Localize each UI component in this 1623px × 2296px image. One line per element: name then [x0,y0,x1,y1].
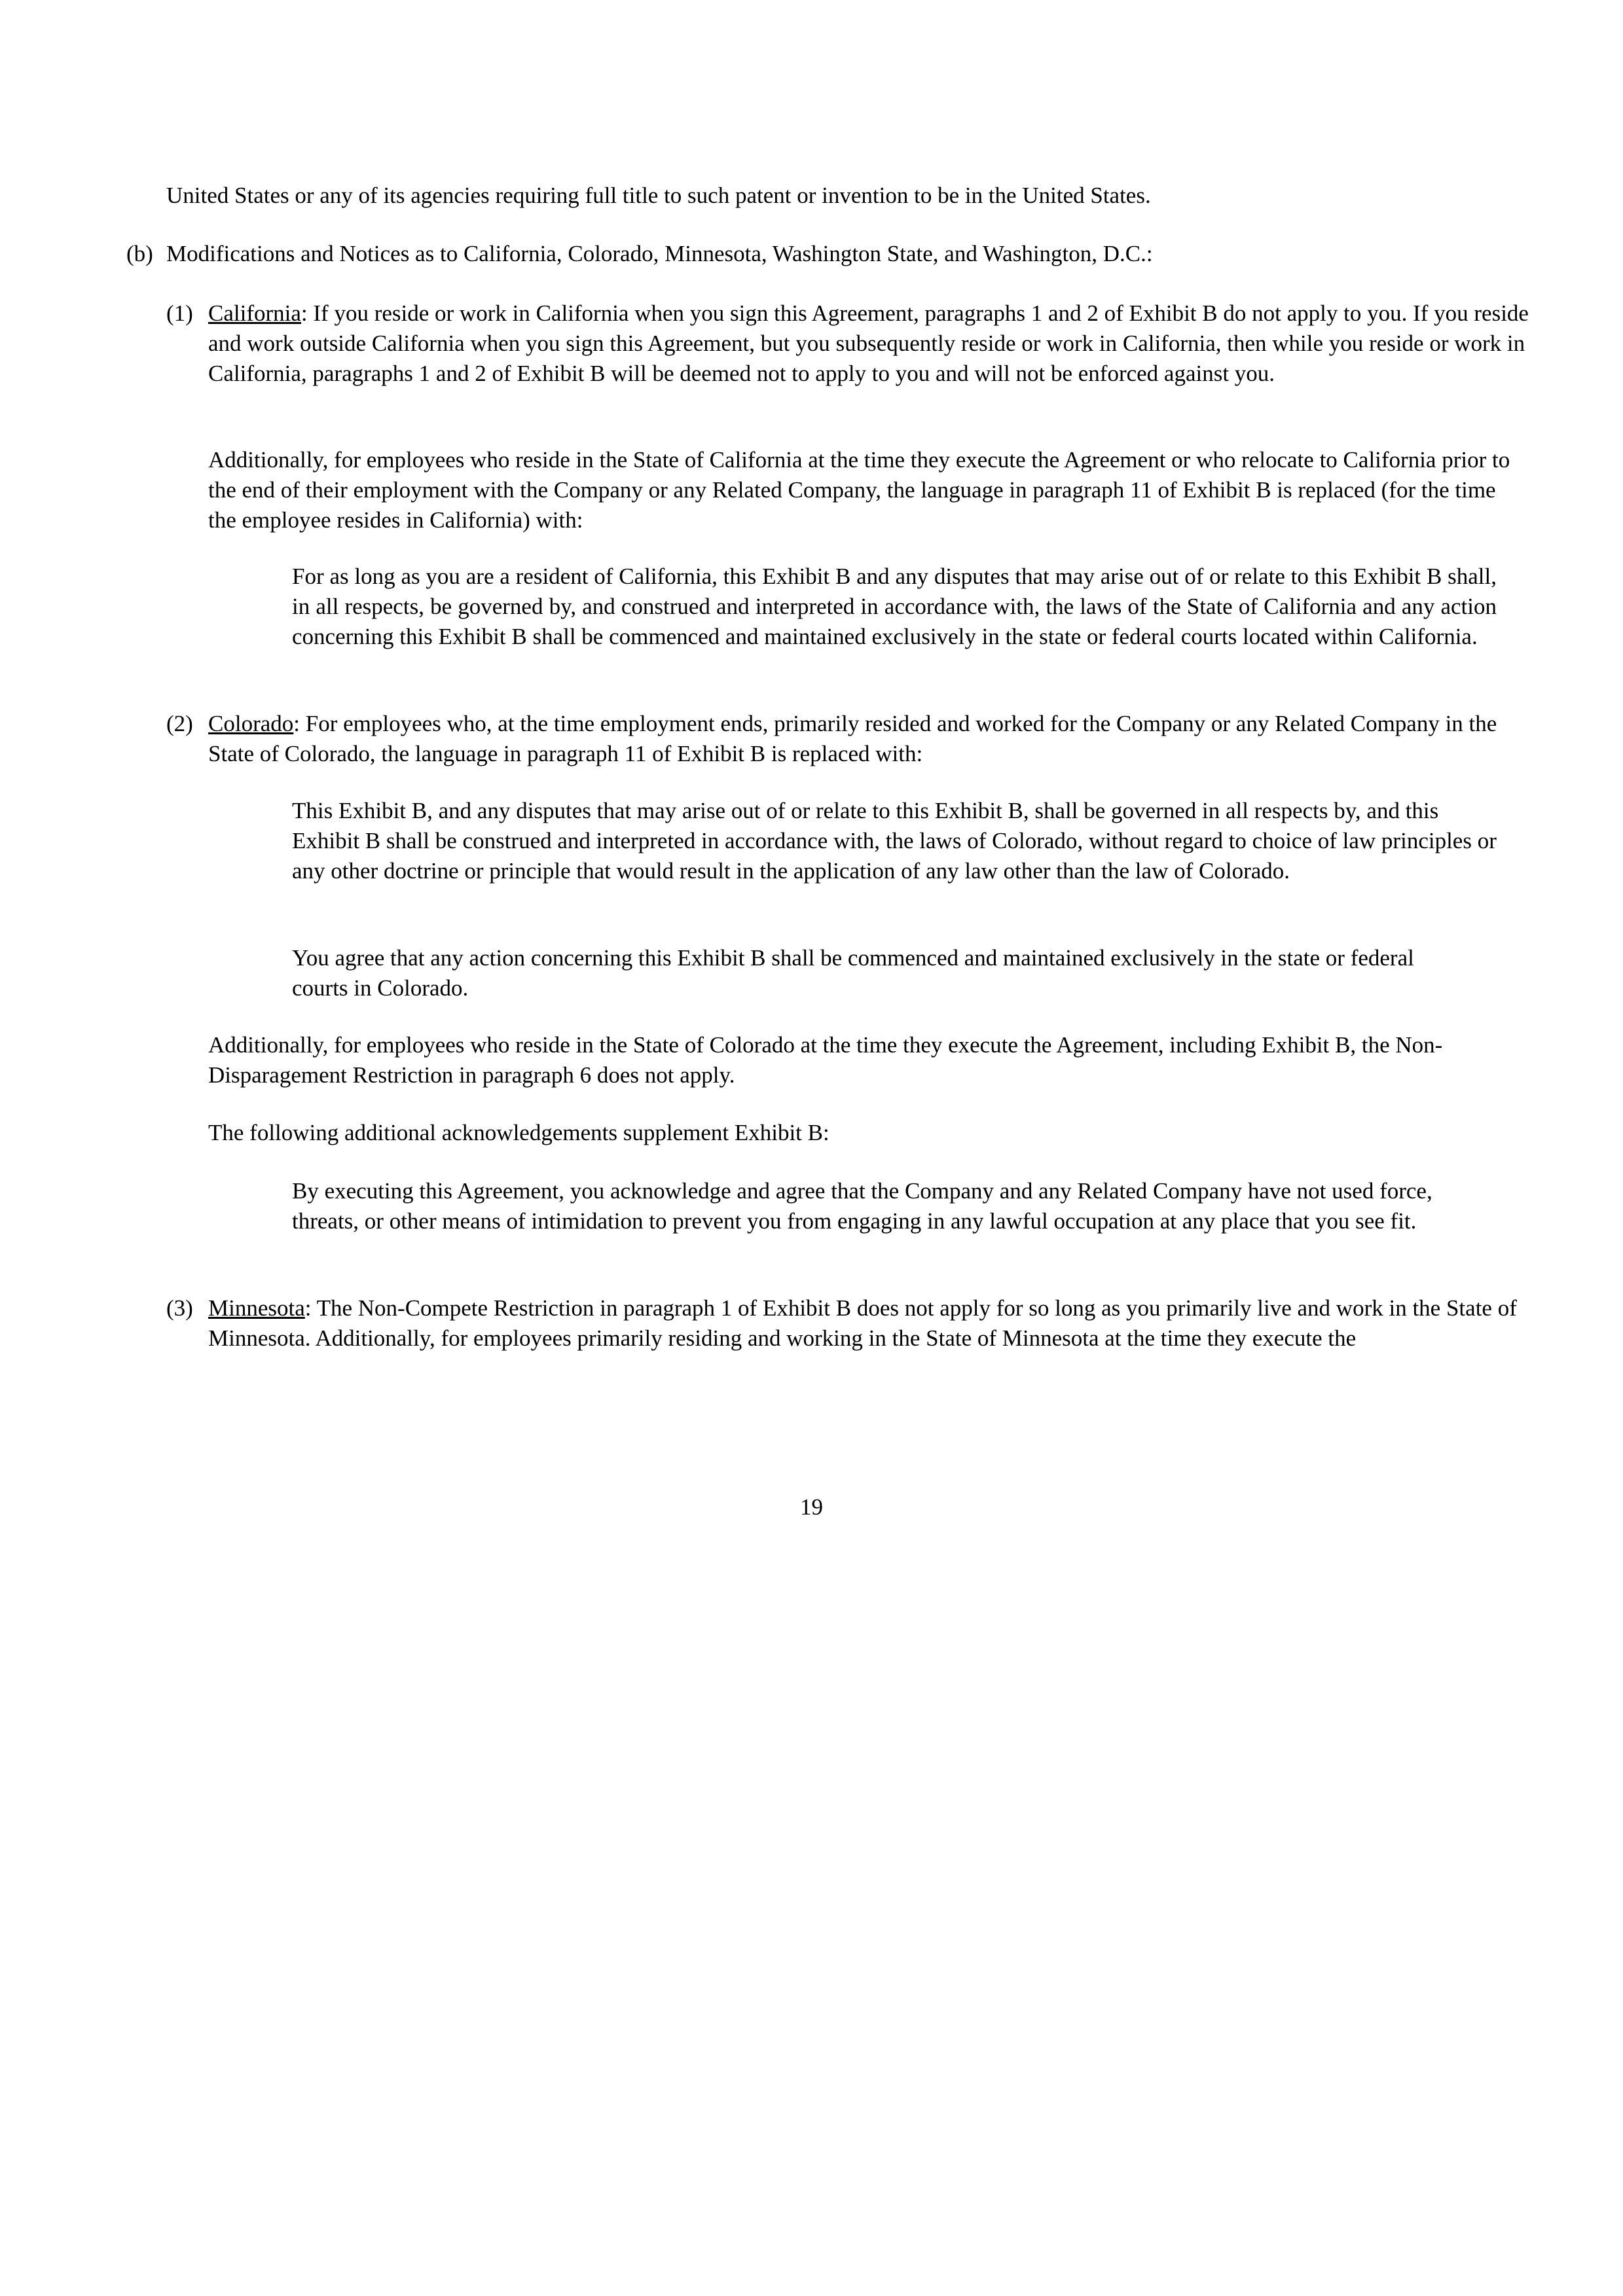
item-1-heading: California [208,300,301,326]
section-b-label: (b) [126,241,153,266]
item-3-paragraph [208,1293,1537,1354]
item-1-number: (1) [166,300,193,326]
item-3-text: : The Non-Compete Restriction in paragraph 1 of Exhibit B does not apply for so long as you primarily live and work in the State of Minnesota. Additionally, for employees primarily residing and working in the State of Minnesota at the time they execute the [208,1295,1517,1351]
item-2-heading: Colorado [208,711,294,736]
section-b-title: Modifications and Notices as to California, Colorado, Minnesota, Washington State, and Washington, D.C.: [166,241,1153,266]
item-1-paragraph [208,298,1541,389]
page-number: 19 [800,1494,823,1520]
item-1-quote: For as long as you are a resident of California, this Exhibit B and any disputes that may arise out of or relate to this Exhibit B shall, in all respects, be governed by, and construed and interpreted in accordance with, the laws of the State of California and any action concerning this Exhibit B shall be commenced and maintained exclusively in the state or federal courts located within California. [292,564,1497,649]
item-2-additional: Additionally, for employees who reside in the State of Colorado at the time they execute the Agreement, including Exhibit B, the Non-Disparagement Restriction in paragraph 6 does not apply. [208,1032,1443,1088]
item-2-paragraph [208,709,1541,769]
item-2-text: : For employees who, at the time employment ends, primarily resided and worked for the Company or any Related Company in the State of Colorado, the language in paragraph 11 of Exhibit B is replaced with: [208,711,1497,766]
item-3-number: (3) [166,1295,193,1321]
item-1-additional: Additionally, for employees who reside in the State of California at the time they execute the Agreement or who relocate to California prior to the end of their employment with the Company or any Related Company, the language in paragraph 11 of Exhibit B is replaced (for the time the employee resides in California) with: [208,447,1510,533]
item-2-ack-quote: By executing this Agreement, you acknowledge and agree that the Company and any Related Company have not used force, threats, or other means of intimidation to prevent you from engaging in any lawful occupation at any place that you see fit. [292,1178,1432,1234]
item-2-number: (2) [166,711,193,736]
continuation-paragraph: United States or any of its agencies requiring full title to such patent or invention to be in the United States. [166,183,1151,208]
item-3-heading: Minnesota [208,1295,305,1321]
item-1-text: : If you reside or work in California when you sign this Agreement, paragraphs 1 and 2 of Exhibit B do not apply to you. If you reside and work outside California when you sign this Agreement, but you subsequently reside or work in California, then while you reside or work in California, paragraphs 1 and 2 of Exhibit B will be deemed not to apply to you and will not be enforced against you. [208,300,1529,386]
item-2-quote-2: You agree that any action concerning this Exhibit B shall be commenced and maintained exclusively in the state or federal courts in Colorado. [292,945,1414,1001]
item-2-ack-intro: The following additional acknowledgements supplement Exhibit B: [208,1120,830,1145]
item-2-quote-1: This Exhibit B, and any disputes that may arise out of or relate to this Exhibit B, shall be governed in all respects by, and this Exhibit B shall be construed and interpreted in accordance with, the laws of Colorado, without regard to choice of law principles or any other doctrine or principle that would result in the application of any law other than the law of Colorado. [292,798,1497,884]
